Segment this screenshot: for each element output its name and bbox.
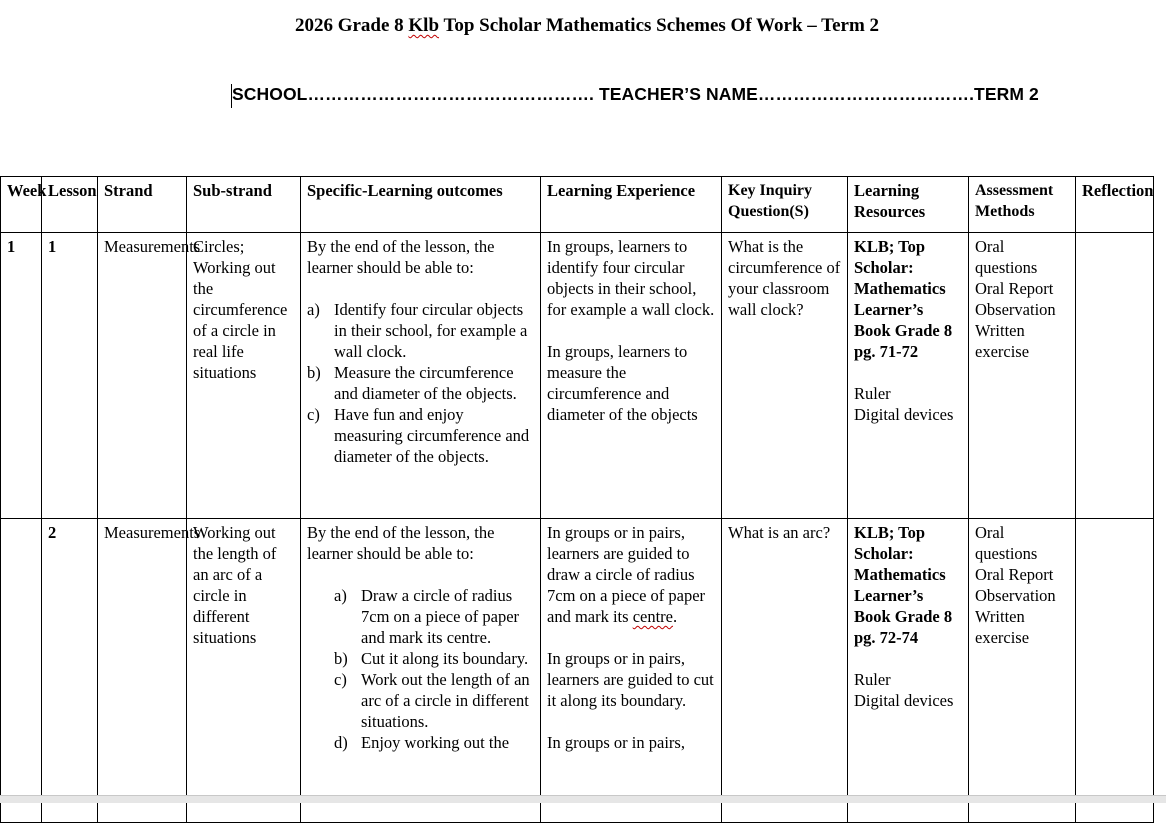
experience-cell [541, 233, 722, 519]
list-item: b) Cut it along its boundary. [334, 649, 529, 668]
list-item: b) Measure the circumference and diameter of the objects. [307, 363, 517, 403]
inquiry-cell: What is an arc? [722, 519, 848, 823]
horizontal-scrollbar[interactable] [0, 795, 1166, 803]
reflection-cell[interactable] [1076, 233, 1154, 519]
header-strand: Strand [98, 177, 187, 233]
header-assessment: Assessment Methods [969, 177, 1076, 233]
title-spellcheck-word: Klb [408, 15, 440, 36]
resource-item: Digital devices [854, 691, 954, 710]
header-outcomes: Specific-Learning outcomes [301, 177, 541, 233]
scheme-table [0, 176, 1154, 823]
outcome-intro: By the end of the lesson, the learner should be able to: [307, 237, 495, 277]
resources-book: KLB; Top Scholar: Mathematics Learner’s Book Grade 8 pg. 72-74 [854, 523, 953, 647]
experience-paragraph: In groups, learners to identify four circular objects in their school, for example a wall clock. [547, 237, 715, 319]
list-item: a) Identify four circular objects in their school, for example a wall clock. [307, 300, 528, 361]
strand-cell: Measurements [98, 519, 187, 823]
strand-cell: Measurements [98, 233, 187, 519]
list-item: c) Work out the length of an arc of a circle in different situations. [334, 670, 530, 731]
experience-paragraph: In groups or in pairs, learners are guided to draw a circle of radius 7cm on a piece of paper and mark its centre. [547, 523, 706, 626]
experience-paragraph: In groups or in pairs, [547, 733, 685, 752]
header-week: Week [1, 177, 42, 233]
assessment-cell: Oral questions Oral Report Observation Written exercise [969, 233, 1076, 519]
lesson-cell: 2 [42, 519, 98, 823]
header-resources: Learning Resources [848, 177, 969, 233]
outcomes-cell [301, 519, 541, 823]
substrand-cell: Circles; Working out the circumference of a circle in real life situations [187, 233, 301, 519]
experience-cell [541, 519, 722, 823]
table-row [1, 519, 1154, 823]
lesson-cell: 1 [42, 233, 98, 519]
list-item: c) Have fun and enjoy measuring circumference and diameter of the objects. [307, 405, 530, 466]
resource-item: Digital devices [854, 405, 954, 424]
resource-item: Ruler [854, 670, 891, 689]
outcome-intro: By the end of the lesson, the learner should be able to: [307, 523, 495, 563]
table-row [1, 233, 1154, 519]
resources-cell [848, 233, 969, 519]
outcomes-cell [301, 233, 541, 519]
header-reflection: Reflection [1076, 177, 1154, 233]
header-lesson: Lesson [42, 177, 98, 233]
header-row [1, 177, 1154, 233]
substrand-cell: Working out the length of an arc of a circle in different situations [187, 519, 301, 823]
header-inquiry: Key Inquiry Question(S) [722, 177, 848, 233]
list-item: a) Draw a circle of radius 7cm on a piece of paper and mark its centre. [334, 586, 520, 647]
reflection-cell[interactable] [1076, 519, 1154, 823]
document-title: 2026 Grade 8 Klb Top Scholar Mathematics Schemes Of Work – Term 2 [294, 15, 880, 36]
experience-paragraph: In groups or in pairs, learners are guided to cut it along its boundary. [547, 649, 714, 710]
week-cell: 1 [1, 233, 42, 519]
resources-cell [848, 519, 969, 823]
school-teacher-line[interactable]: SCHOOL…………………………………………. TEACHER’S NAME……………………………….TERM 2 [232, 84, 1039, 104]
week-cell [1, 519, 42, 823]
resource-item: Ruler [854, 384, 891, 403]
header-substrand: Sub-strand [187, 177, 301, 233]
resources-book: KLB; Top Scholar: Mathematics Learner’s Book Grade 8 pg. 71-72 [854, 237, 953, 361]
assessment-cell: Oral questions Oral Report Observation Written exercise [969, 519, 1076, 823]
inquiry-cell: What is the circumference of your classroom wall clock? [722, 233, 848, 519]
header-experience: Learning Experience [541, 177, 722, 233]
experience-paragraph: In groups, learners to measure the circumference and diameter of the objects [547, 342, 698, 424]
list-item: d) Enjoy working out the [334, 733, 510, 752]
